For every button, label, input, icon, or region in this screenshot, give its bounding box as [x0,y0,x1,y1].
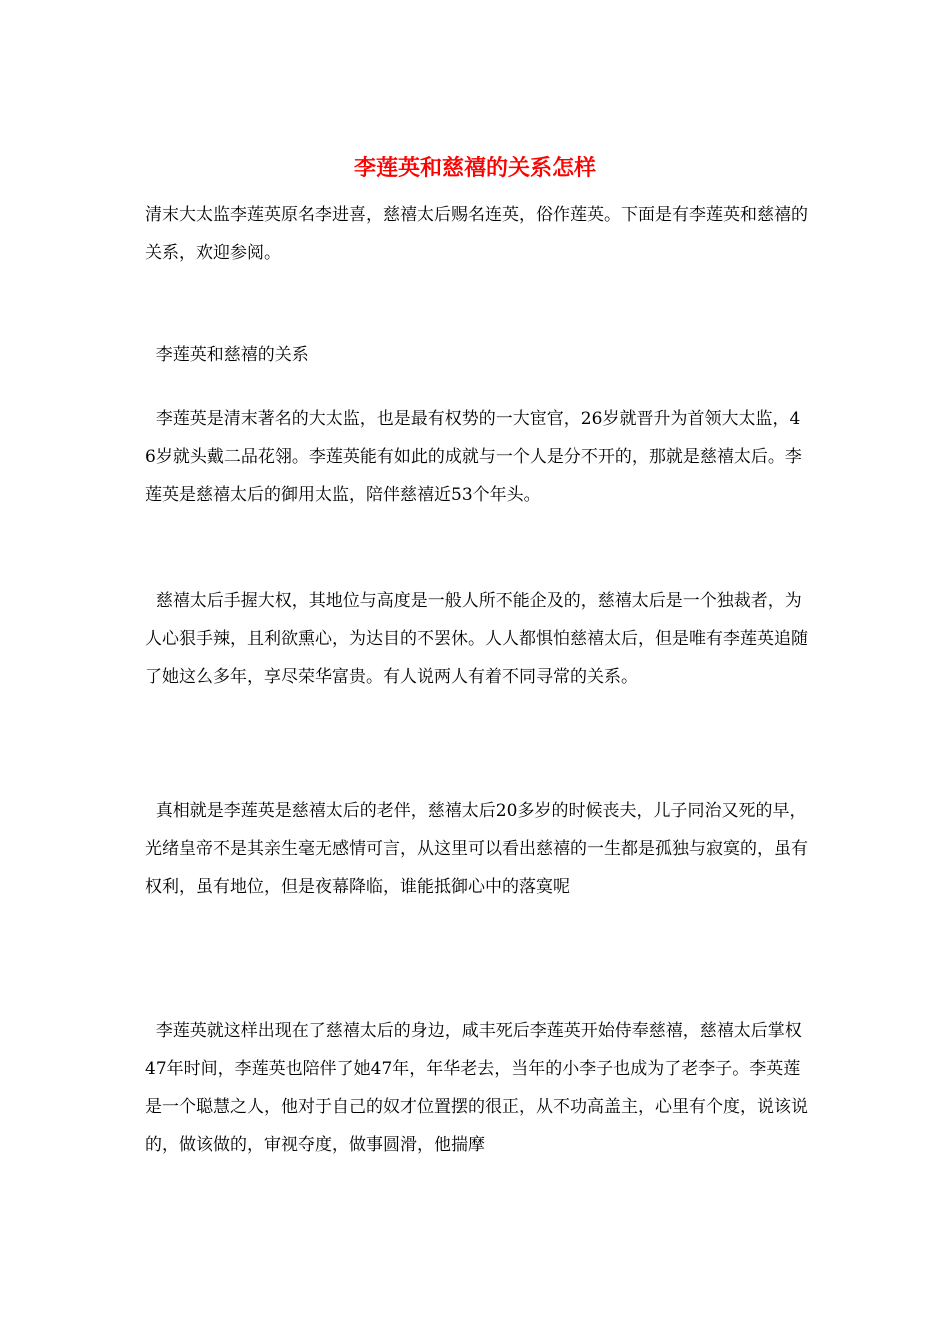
body-paragraph-2: 慈禧太后手握大权，其地位与高度是一般人所不能企及的，慈禧太后是一个独裁者，为人心狠手辣，且利欲熏心，为达目的不罢休。人人都惧怕慈禧太后，但是唯有李莲英追随了她这么多年，享尽荣华富贵。有人说两人有着不同寻常的关系。 [145,591,808,687]
body-paragraph-1: 李莲英是清末著名的大太监，也是最有权势的一大宦官，26岁就晋升为首领大太监，46岁就头戴二品花翎。李莲英能有如此的成就与一个人是分不开的，那就是慈禧太后。李莲英是慈禧太后的御用太监，陪伴慈禧近53个年头。 [145,409,802,505]
intro-paragraph: 清末大太监李莲英原名李进喜，慈禧太后赐名连英，俗作莲英。下面是有李莲英和慈禧的关系，欢迎参阅。 [145,205,808,263]
body-paragraph-3: 真相就是李莲英是慈禧太后的老伴，慈禧太后20多岁的时候丧夫，儿子同治又死的早，光绪皇帝不是其亲生毫无感情可言，从这里可以看出慈禧的一生都是孤独与寂寞的，虽有权利，虽有地位，但是夜幕降临，谁能抵御心中的落寞呢 [145,801,808,897]
body-paragraph-4: 李莲英就这样出现在了慈禧太后的身边，咸丰死后李莲英开始侍奉慈禧，慈禧太后掌权47年时间，李莲英也陪伴了她47年，年华老去，当年的小李子也成为了老李子。李英莲是一个聪慧之人，他对于自己的奴才位置摆的很正，从不功高盖主，心里有个度，说该说的，做该做的，审视夺度，做事圆滑，他揣摩 [145,1021,808,1155]
section-subheading: 李莲英和慈禧的关系 [145,345,309,365]
document-title: 李莲英和慈禧的关系怎样 [353,155,596,181]
